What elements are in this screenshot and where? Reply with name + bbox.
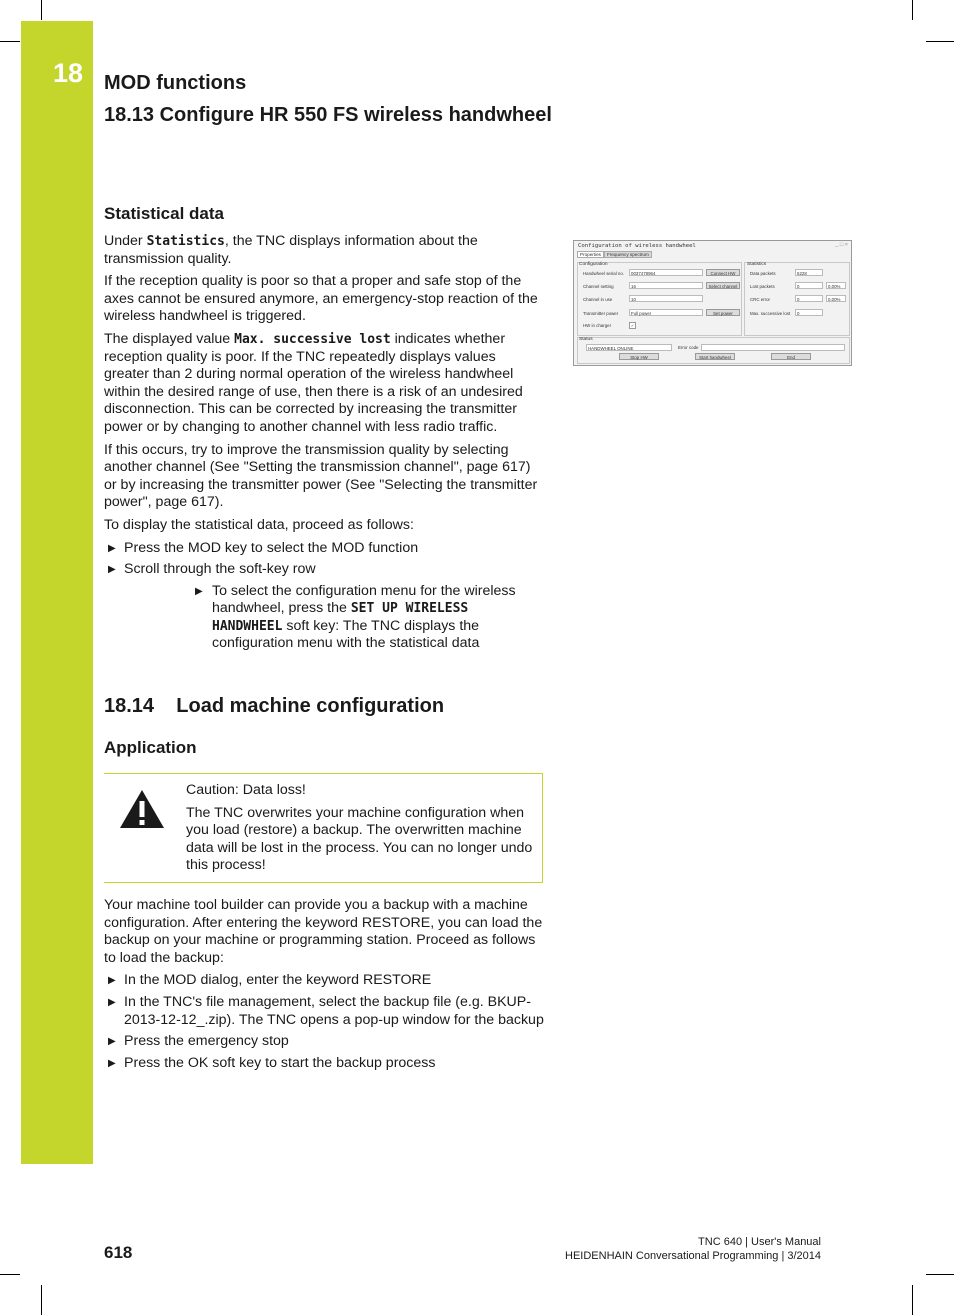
list-item: ▶ To select the configuration menu for the wireless handwheel, press the SET UP WIRELESS HANDWHEEL soft key: The TNC displays the configuration menu with the statistical data — [195, 582, 516, 652]
stat-label: Lost packets — [750, 284, 775, 289]
crop-mark — [41, 0, 42, 20]
row-label: Handwheel serial no. — [583, 271, 625, 276]
serial-field[interactable]: 0037478964 — [629, 269, 703, 276]
page-number: 618 — [104, 1243, 133, 1262]
warning-icon — [118, 788, 166, 830]
bullet-arrow-icon: ▶ — [108, 542, 116, 554]
crop-mark — [912, 1285, 913, 1315]
window-title: Configuration of wireless handwheel — [578, 243, 696, 249]
error-code-field — [701, 344, 845, 351]
bullet-arrow-icon: ▶ — [108, 564, 116, 576]
lost-packets-pct: 0.00% — [826, 282, 846, 289]
stats-group-label: Statistics — [747, 262, 767, 267]
start-handwheel-button[interactable]: Start handwheel — [695, 353, 735, 360]
status-field: HANDWHEEL ONLINE — [586, 344, 672, 351]
lost-packets-field: 0 — [795, 282, 823, 289]
config-group-label: Configuration — [579, 262, 608, 267]
paragraph: Under Statistics, the TNC displays information about the transmission quality. — [104, 233, 478, 267]
paragraph: To display the statistical data, proceed as follows: — [104, 516, 414, 533]
footer-manual: TNC 640 | User's Manual — [698, 1236, 821, 1248]
set-power-button[interactable]: Set power — [706, 309, 740, 316]
status-group-label: Status — [579, 337, 593, 342]
paragraph: If this occurs, try to improve the transmission quality by selecting another channel (See "Setting the transmission channel", page 617) or by increasing the transmitter power (See "Selecting the transmitter power", page 617). — [104, 441, 538, 511]
crop-mark — [912, 0, 913, 20]
crc-error-pct: 0.00% — [826, 295, 846, 302]
caution-box — [104, 773, 543, 883]
list-item: ▶ Press the OK soft key to start the backup process — [108, 1054, 436, 1071]
statistical-data-heading: Statistical data — [104, 204, 224, 223]
caution-title: Caution: Data loss! — [186, 782, 306, 799]
chapter-subtitle: 18.13 Configure HR 550 FS wireless handwheel — [104, 104, 552, 126]
row-label: Channel in use — [583, 297, 613, 302]
channel-in-use-field: 10 — [629, 295, 703, 302]
chapter-number: 18 — [53, 58, 84, 88]
stop-hw-button[interactable]: Stop HW — [619, 353, 659, 360]
caution-text: The TNC overwrites your machine configuration when you load (restore) a backup. The overwritten machine data will be lost in the process. You can no longer undo this process! — [186, 804, 533, 874]
list-item: ▶ Press the MOD key to select the MOD function — [108, 539, 419, 556]
row-label: Transmitter power — [583, 311, 619, 316]
crop-mark — [41, 1285, 42, 1315]
window-controls-icon: _ □ × — [835, 242, 848, 248]
crop-mark — [0, 41, 20, 42]
application-heading: Application — [104, 738, 197, 758]
crop-mark — [926, 41, 954, 42]
stat-label: CRC error — [750, 297, 771, 302]
error-code-label: Error code — [678, 345, 699, 350]
data-packets-field: 5228 — [795, 269, 823, 276]
paragraph: The displayed value Max. successive lost indicates whether reception quality is poor. If the TNC repeatedly displays values greater than 2 during normal operation of the wireless handwheel within the desired range of use, then there is a risk of an undesired disconnection. This can be corrected by increasing the transmitter power or by changing to another channel with less radio traffic. — [104, 330, 523, 435]
bullet-arrow-icon: ▶ — [195, 585, 203, 597]
stat-label: Data packets — [750, 271, 776, 276]
row-label: HW in charger — [583, 323, 612, 328]
row-label: Channel setting — [583, 284, 614, 289]
select-channel-button[interactable]: Select channel — [706, 282, 740, 289]
footer-publisher: HEIDENHAIN Conversational Programming | 3/2014 — [565, 1250, 821, 1262]
connect-hw-button[interactable]: Connect HW — [706, 269, 740, 276]
list-item: ▶ Scroll through the soft-key row — [108, 561, 316, 578]
section-heading: 18.14 Load machine configuration — [104, 695, 445, 718]
chapter-sidebar — [21, 21, 93, 1164]
channel-setting-field[interactable]: 16 — [629, 282, 703, 289]
tab-frequency-spectrum[interactable]: Frequency spectrum — [604, 251, 652, 258]
list-item: ▶ In the TNC's file management, select the backup file (e.g. BKUP-2013-12-12_.zip). The TNC opens a pop-up window for the backup — [108, 994, 544, 1028]
tab-properties[interactable]: Properties — [577, 251, 604, 258]
list-item: ▶ In the MOD dialog, enter the keyword RESTORE — [108, 972, 432, 989]
paragraph: Your machine tool builder can provide you a backup with a machine configuration. After entering the keyword RESTORE, you can load the backup on your machine or programming station. Proceed as follows to load the backup: — [104, 897, 543, 966]
stat-label: Max. successive lost — [750, 311, 791, 316]
bullet-arrow-icon: ▶ — [108, 975, 116, 987]
crc-error-field: 0 — [795, 295, 823, 302]
bullet-arrow-icon: ▶ — [108, 1057, 116, 1069]
hw-in-charger-checkbox: ✓ — [630, 323, 635, 328]
paragraph: If the reception quality is poor so that a proper and safe stop of the axes cannot be ensured anymore, an emergency-stop reaction of the wireless handwheel is triggered. — [104, 273, 538, 325]
transmitter-power-field[interactable]: Full power — [629, 309, 703, 316]
crop-mark — [0, 1274, 20, 1275]
crop-mark — [926, 1274, 954, 1275]
wireless-config-window — [573, 240, 852, 366]
bullet-arrow-icon: ▶ — [108, 1036, 116, 1048]
end-button[interactable]: End — [771, 353, 811, 360]
bullet-arrow-icon: ▶ — [108, 997, 116, 1009]
list-item: ▶ Press the emergency stop — [108, 1033, 289, 1050]
max-lost-field: 0 — [795, 309, 823, 316]
chapter-title: MOD functions — [104, 72, 247, 94]
main-column — [104, 204, 544, 1076]
